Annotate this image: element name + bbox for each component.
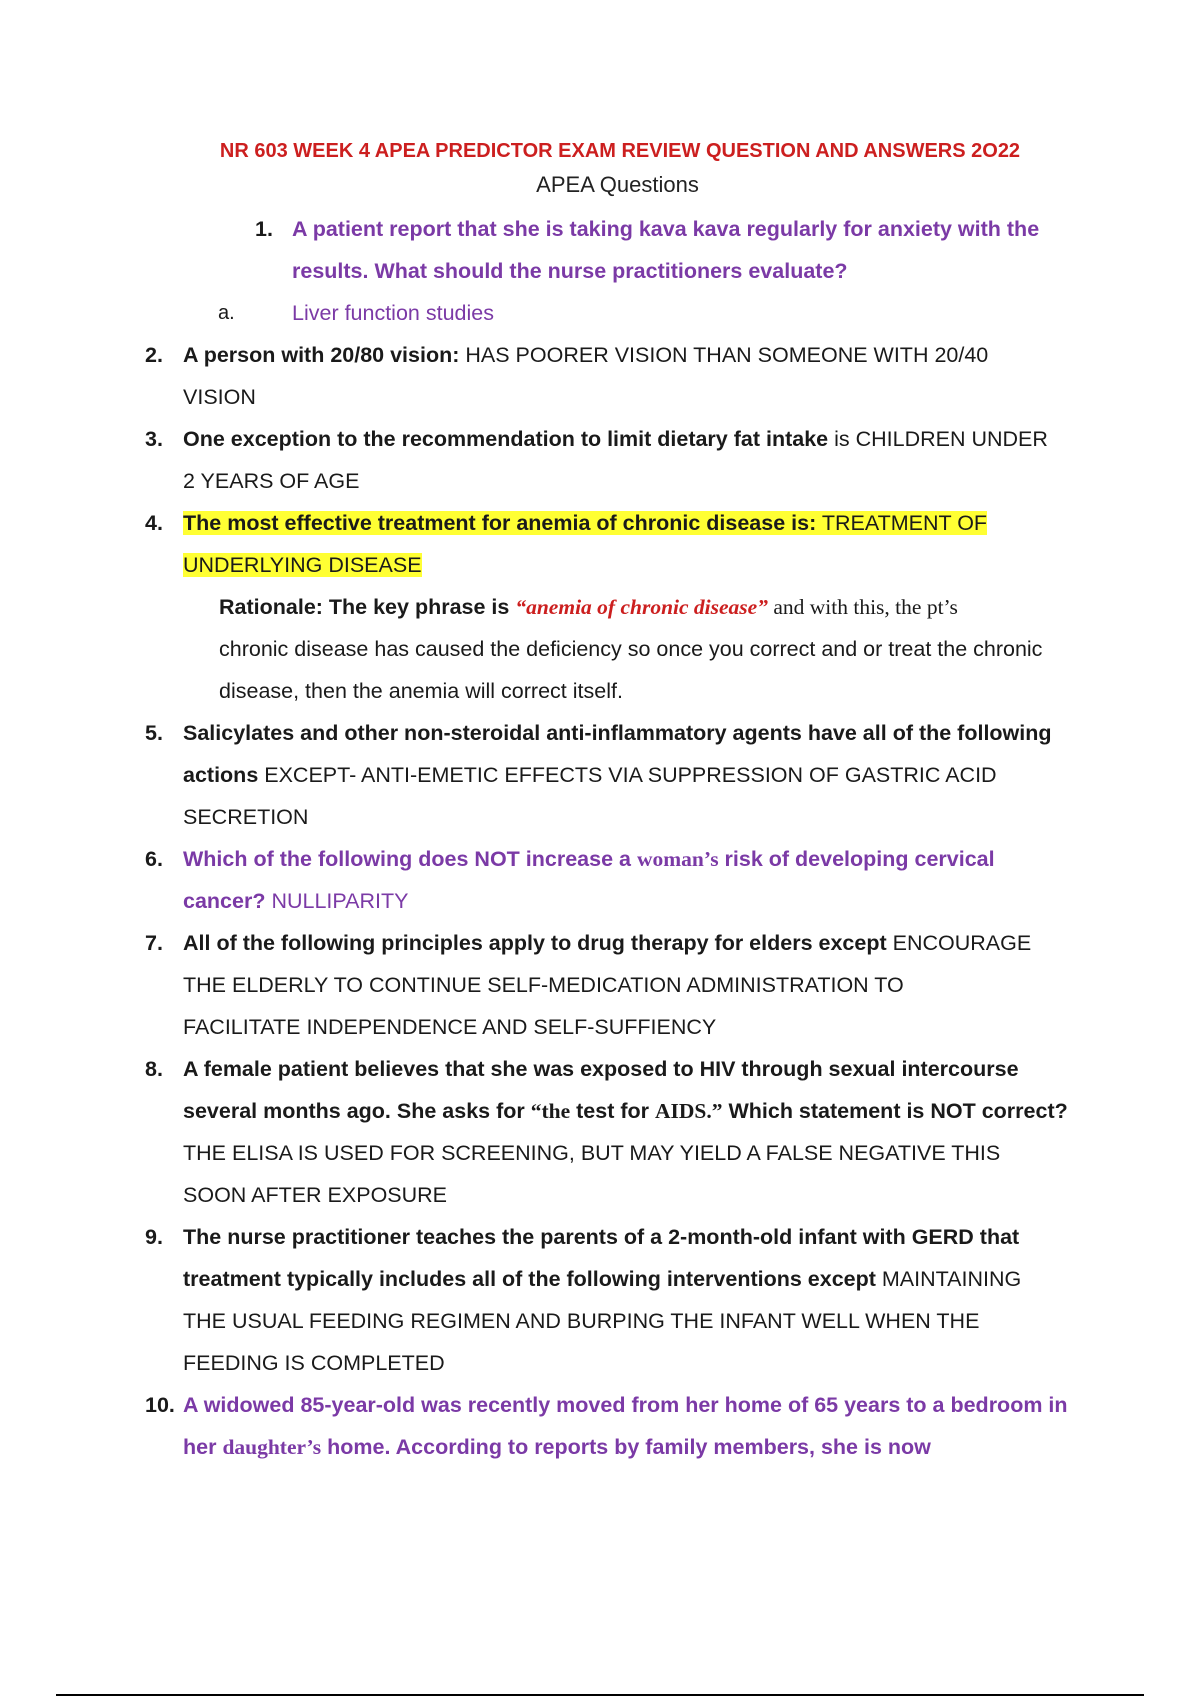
question-number: 6. xyxy=(145,847,163,871)
question-text: The nurse practitioner teaches the parents of a 2-month-old infant with GERD that xyxy=(183,1225,1020,1249)
question-text: woman’s xyxy=(636,847,719,871)
question-text: A patient report that she is taking kava kava regularly for anxiety with the xyxy=(292,217,1040,241)
answer-text: THE ELISA IS USED FOR SCREENING, BUT MAY YIELD A FALSE NEGATIVE THIS xyxy=(183,1141,1001,1165)
question-text: All of the following principles apply to drug therapy for elders except xyxy=(183,931,887,955)
question-text: her xyxy=(183,1435,223,1459)
question-text: home. According to reports by family members, she is now xyxy=(321,1435,931,1459)
answer-text: EXCEPT- ANTI-EMETIC EFFECTS VIA SUPPRESSION OF GASTRIC ACID xyxy=(258,763,997,787)
question-text: A widowed 85-year-old was recently moved from her home of 65 years to a bedroom in xyxy=(183,1393,1068,1417)
question-number: 5. xyxy=(145,721,163,745)
rationale-text: chronic disease has caused the deficiency so once you correct and or treat the chronic xyxy=(219,637,1043,661)
question-number: 8. xyxy=(145,1057,163,1081)
answer-text: NULLIPARITY xyxy=(265,889,409,913)
question-number: 10. xyxy=(145,1393,175,1417)
answer-text: THE USUAL FEEDING REGIMEN AND BURPING THE INFANT WELL WHEN THE xyxy=(183,1309,980,1333)
answer-text: THE ELDERLY TO CONTINUE SELF-MEDICATION ADMINISTRATION TO xyxy=(183,973,904,997)
answer-text: SOON AFTER EXPOSURE xyxy=(183,1183,448,1207)
answer-text: UNDERLYING DISEASE xyxy=(183,553,422,577)
answer-text: ENCOURAGE xyxy=(886,931,1032,955)
answer-text: is CHILDREN UNDER xyxy=(828,427,1048,451)
question-number: 7. xyxy=(145,931,163,955)
question-text: treatment typically includes all of the following interventions except xyxy=(183,1267,876,1291)
question-text: several months ago. She asks for xyxy=(183,1099,531,1123)
rationale-text: disease, then the anemia will correct itself. xyxy=(219,679,623,703)
question-text: cancer? xyxy=(183,889,266,913)
rationale xyxy=(219,586,958,628)
question-text: “the xyxy=(530,1099,571,1123)
answer-text: FEEDING IS COMPLETED xyxy=(183,1351,445,1375)
question-text: A female patient believes that she was exposed to HIV through sexual intercourse xyxy=(183,1057,1019,1081)
answer-text: VISION xyxy=(183,385,256,409)
question-text: Salicylates and other non-steroidal anti-inflammatory agents have all of the following xyxy=(183,721,1052,745)
answer-text: FACILITATE INDEPENDENCE AND SELF-SUFFIENCY xyxy=(183,1015,717,1039)
question-text: results. What should the nurse practitioners evaluate? xyxy=(292,259,848,283)
answer-text: SECRETION xyxy=(183,805,309,829)
question-text: risk of developing cervical xyxy=(718,847,995,871)
question-text: Which statement is NOT correct? xyxy=(722,1099,1068,1123)
answer-text: HAS POORER VISION THAN SOMEONE WITH 20/40 xyxy=(459,343,989,367)
document-subtitle: APEA Questions xyxy=(536,172,699,197)
question-text: test for xyxy=(570,1099,655,1123)
question-text: One exception to the recommendation to limit dietary fat intake xyxy=(183,427,829,451)
answer-text: 2 YEARS OF AGE xyxy=(183,469,360,493)
question-text: Which of the following does NOT increase a xyxy=(183,847,637,871)
question-text: A person with 20/80 vision: xyxy=(183,343,460,367)
question-number: 9. xyxy=(145,1225,163,1249)
rationale-key-phrase: “anemia of chronic disease” xyxy=(515,595,768,619)
question-text: The most effective treatment for anemia of chronic disease is: xyxy=(183,511,817,535)
question-text: AIDS.” xyxy=(654,1099,723,1123)
rationale-label: Rationale: The key phrase is xyxy=(219,595,516,619)
footer-divider xyxy=(56,1694,1144,1696)
question-text: daughter’s xyxy=(222,1435,322,1459)
rationale-text: and with this, the pt’s xyxy=(767,595,958,619)
document-title: NR 603 WEEK 4 APEA PREDICTOR EXAM REVIEW QUESTION AND ANSWERS 2O22 xyxy=(219,140,1021,162)
question-number: 2. xyxy=(145,343,163,367)
answer-text: TREATMENT OF xyxy=(816,511,988,535)
question-number: 3. xyxy=(145,427,163,451)
answer-text: Liver function studies xyxy=(292,301,494,325)
question-number: 4. xyxy=(145,511,163,535)
option-label: a. xyxy=(218,302,235,324)
answer-text: MAINTAINING xyxy=(875,1267,1022,1291)
question-number: 1. xyxy=(255,217,273,241)
question-text: actions xyxy=(183,763,259,787)
